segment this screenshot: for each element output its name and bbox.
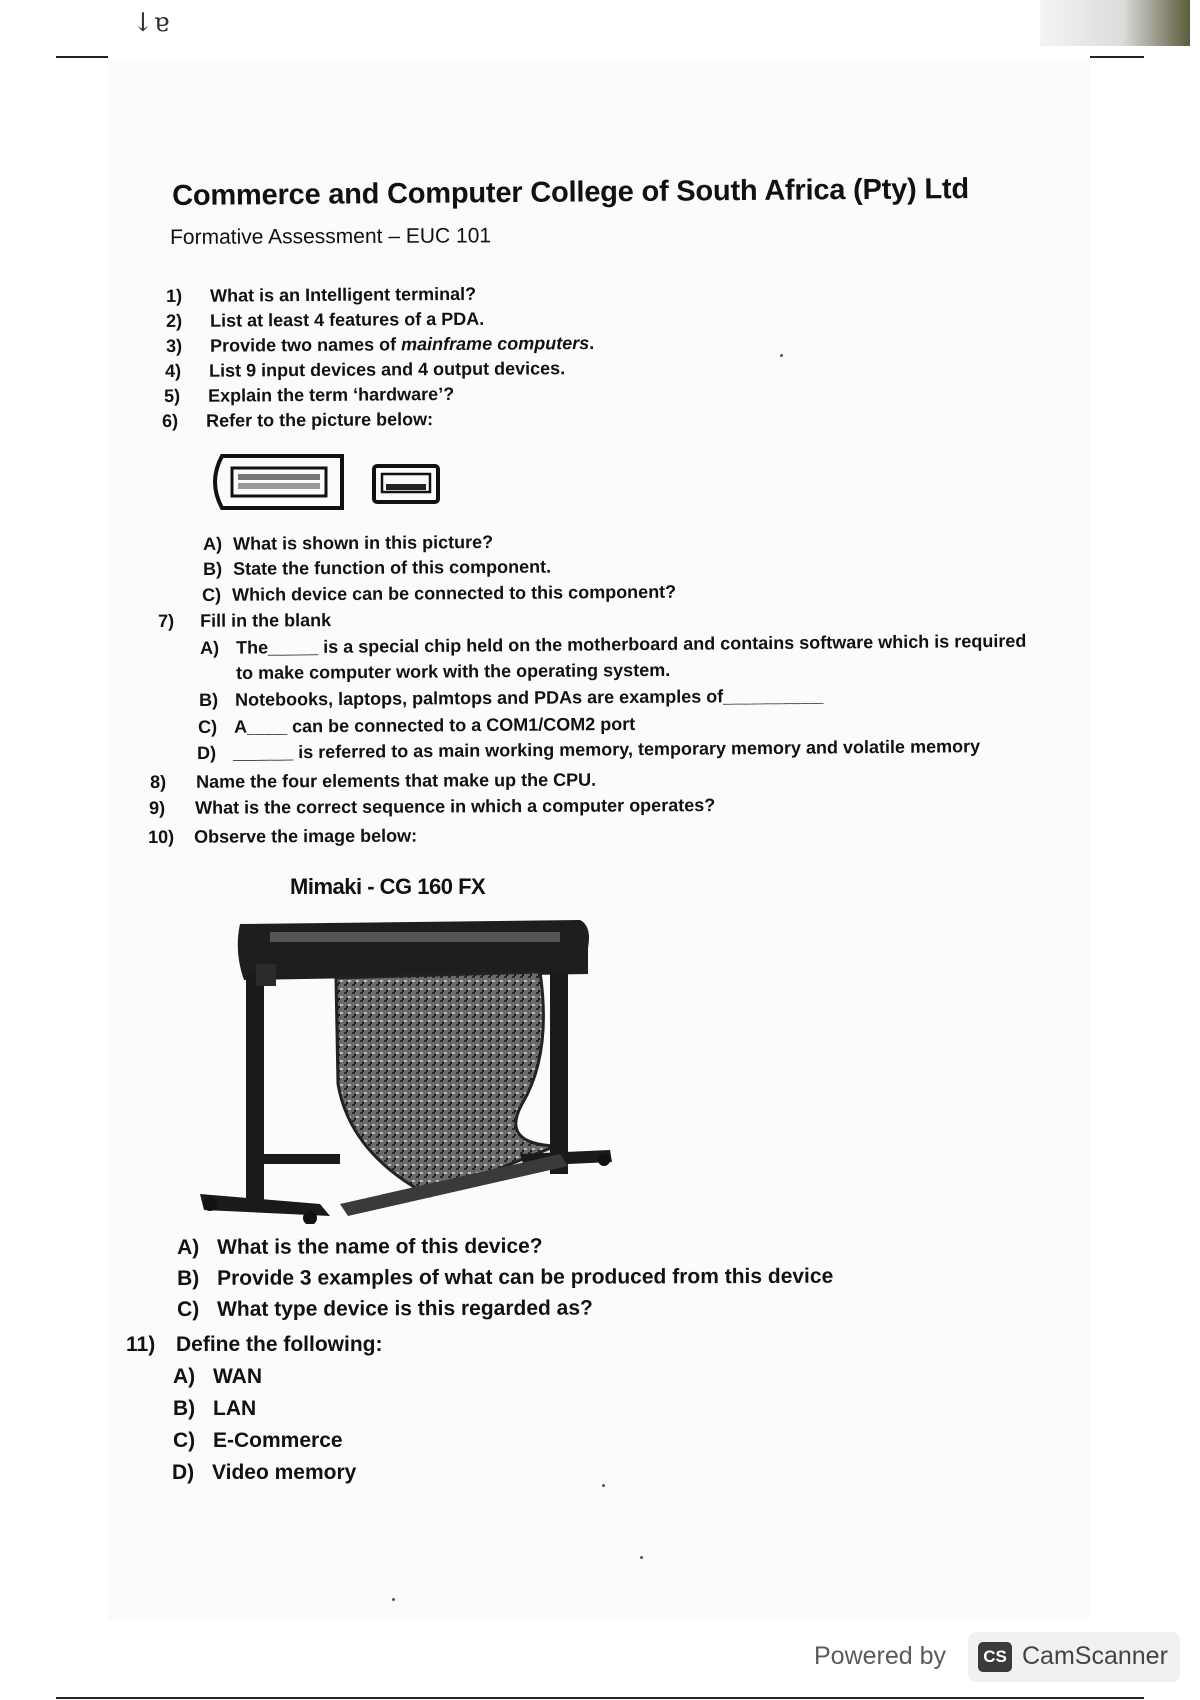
question-text-italic: mainframe computers (401, 333, 590, 355)
sub-question-text: ______ is referred to as main working memory, temporary memory and volatile memory (233, 736, 981, 763)
sub-question-label: C) (177, 1297, 200, 1321)
scanner-watermark (800, 1632, 1180, 1682)
top-rule-left (56, 56, 108, 58)
scan-speck (602, 1484, 605, 1487)
wide-format-plotter-image (200, 904, 620, 1224)
question-text-part: . (589, 333, 595, 354)
sub-question-text: What is shown in this picture? (233, 531, 494, 554)
question-text: Refer to the picture below: (206, 409, 434, 431)
image-caption: Mimaki - CG 160 FX (290, 874, 486, 899)
question-number: 8) (150, 771, 167, 792)
sub-question-text: WAN (213, 1365, 262, 1388)
question-text: Observe the image below: (194, 825, 418, 847)
port-connectors-image (206, 452, 442, 512)
question-number: 11) (126, 1333, 156, 1356)
sub-question-label: C) (198, 716, 218, 737)
question-text: Name the four elements that make up the CPU. (196, 769, 597, 792)
scan-speck (392, 1598, 395, 1601)
usb-port-icon (374, 466, 438, 502)
sub-question-label: A) (173, 1365, 196, 1388)
top-rule-right (1090, 56, 1144, 58)
bottom-rule (56, 1697, 1144, 1699)
question-number: 10) (148, 826, 175, 847)
sub-question-label: A) (203, 533, 223, 554)
sub-question-text: What type device is this regarded as? (217, 1296, 593, 1321)
sub-question-label: B) (173, 1397, 196, 1420)
question-number: 3) (166, 335, 183, 356)
sub-question-text: E-Commerce (213, 1429, 343, 1452)
sub-question-text: A____ can be connected to a COM1/COM2 port (234, 713, 636, 737)
scan-speck (640, 1556, 643, 1559)
sub-question-text: Provide 3 examples of what can be produced from this device (217, 1264, 834, 1290)
question-number: 7) (158, 610, 175, 631)
question-text: What is the correct sequence in which a computer operates? (195, 795, 716, 818)
camscanner-brand-text: CamScanner (1022, 1642, 1168, 1670)
question-number: 2) (166, 310, 183, 331)
question-text: List at least 4 features of a PDA. (210, 308, 485, 331)
sub-question-label: B) (203, 558, 223, 579)
sub-question-label: D) (197, 742, 217, 763)
question-text: What is an Intelligent terminal? (210, 283, 477, 306)
document-title: Commerce and Computer College of South Africa (Pty) Ltd (172, 173, 970, 212)
sub-question-label: B) (177, 1266, 200, 1290)
sub-question-text: Notebooks, laptops, palmtops and PDAs are examples of__________ (235, 685, 824, 710)
question-text (210, 331, 594, 358)
scan-corner-shadow (1040, 0, 1190, 46)
question-text: List 9 input devices and 4 output devices. (209, 358, 566, 381)
sub-question-text: Which device can be connected to this component? (232, 581, 677, 605)
sub-question-text: LAN (213, 1397, 257, 1420)
question-number: 5) (164, 385, 181, 406)
camscanner-logo-icon: CS (978, 1642, 1012, 1672)
sub-question-text: What is the name of this device? (217, 1234, 543, 1259)
question-number: 6) (162, 410, 179, 431)
sub-question-text: The_____ is a special chip held on the motherboard and contains software which is required (236, 630, 1027, 658)
sub-question-label: A) (200, 637, 220, 658)
sub-question-text: State the function of this component. (233, 556, 552, 579)
question-number: 4) (165, 360, 182, 381)
question-text: Fill in the blank (200, 610, 332, 631)
sub-question-label: C) (173, 1429, 196, 1452)
question-number: 9) (149, 797, 166, 818)
document-subtitle: Formative Assessment – EUC 101 (170, 224, 492, 249)
sub-question-label: C) (202, 584, 222, 605)
handwritten-mark: ↓ɐ (132, 8, 170, 38)
sub-question-text-continued: to make computer work with the operating system. (236, 659, 671, 683)
question-number: 1) (166, 285, 183, 306)
sub-question-label: D) (172, 1461, 195, 1484)
firewire-port-icon (215, 456, 342, 508)
sub-question-text: Video memory (212, 1461, 357, 1484)
question-text: Explain the term ‘hardware’? (208, 383, 455, 406)
sub-question-label: B) (199, 689, 219, 710)
question-text: Define the following: (176, 1333, 383, 1356)
sub-question-label: A) (177, 1235, 200, 1259)
camscanner-badge (968, 1632, 1180, 1682)
question-text-part: Provide two names of (210, 334, 402, 356)
scan-speck (780, 354, 783, 357)
powered-by-text: Powered by (814, 1642, 947, 1670)
